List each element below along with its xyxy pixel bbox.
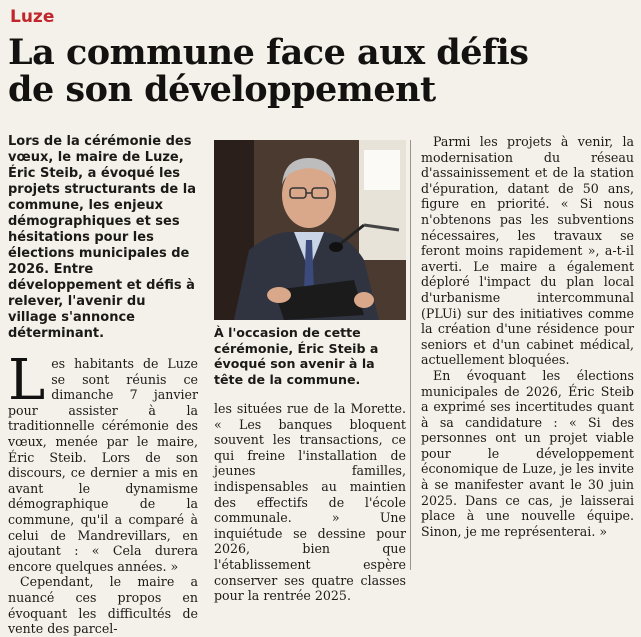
photo-caption: À l'occasion de cette cérémonie, Éric Steib a évoqué son avenir à la tête de la commune.	[214, 325, 379, 387]
article-lead: Lors de la cérémonie des vœux, le maire de Luze, Éric Steib, a évoqué les projets structurants de la commune, les enjeux démographiques et ses hésitations pour les élections municipales de 2026. Entre développement et défis à relever, l'avenir du village s'annonce déterminant.	[8, 134, 196, 341]
paragraph-5: En évoquant les élections municipales de 2026, Éric Steib a exprimé ses incertitudes quant à sa candidature : « Si des personnes ont un projet viable pour le développement économique de Luze, je les invite à se manifester avant le 30 juin 2025. Dans ce cas, je laisserai place à une nouvelle équipe. Sinon, je me représenterai. »	[421, 367, 634, 539]
column-3	[421, 134, 634, 539]
headline	[8, 34, 633, 108]
headline-line-1: La commune face aux défis	[8, 32, 529, 73]
mayor-photo-illustration	[214, 140, 406, 320]
mayor-photo	[214, 140, 406, 320]
paragraph-2: Cependant, le maire a nuancé ces propos en évoquant les difficultés de vente des parcel-	[8, 574, 198, 637]
paragraph-3: les situées rue de la Morette. « Les banques bloquent souvent les transactions, ce qui freine l'installation de jeunes familles, indispensables au maintien des effectifs de l'école communale. » Une inquiétude se dessine pour 2026, bien que l'établissement espère conserver ses quatre classes pour la rentrée 2025.	[214, 401, 406, 604]
headline-line-2: de son développement	[8, 69, 436, 110]
paragraph-1-text: es habitants de Luze se sont réunis ce dimanche 7 janvier pour assister à la traditionnelle cérémonie des vœux, menée par le maire, Éric Steib. Lors de son discours, ce dernier a mis en avant le dynamisme démographique de la commune, qu'il a comparé à celui de Mandrevillars, en ajoutant : « Cela durera encore quelques années. »	[8, 356, 198, 574]
paragraph-1	[8, 348, 198, 574]
column-divider	[410, 140, 411, 570]
column-1	[8, 134, 198, 637]
section-rubric: Luze	[10, 7, 55, 27]
drop-cap: L	[8, 348, 46, 413]
column-2	[214, 401, 406, 604]
paragraph-4: Parmi les projets à venir, la modernisation du réseau d'assainissement et de la station d'épuration, datant de 50 ans, figure en priorité. « Si nous n'obtenons pas les subventions nécessaires, les travaux se feront moins rapidement », a-t-il averti. Le maire a également déploré l'impact du plan local d'urbanisme intercommunal (PLUi) sur des initiatives comme la création d'une résidence pour seniors et d'un cabinet médical, actuellement bloquées.	[421, 134, 634, 368]
